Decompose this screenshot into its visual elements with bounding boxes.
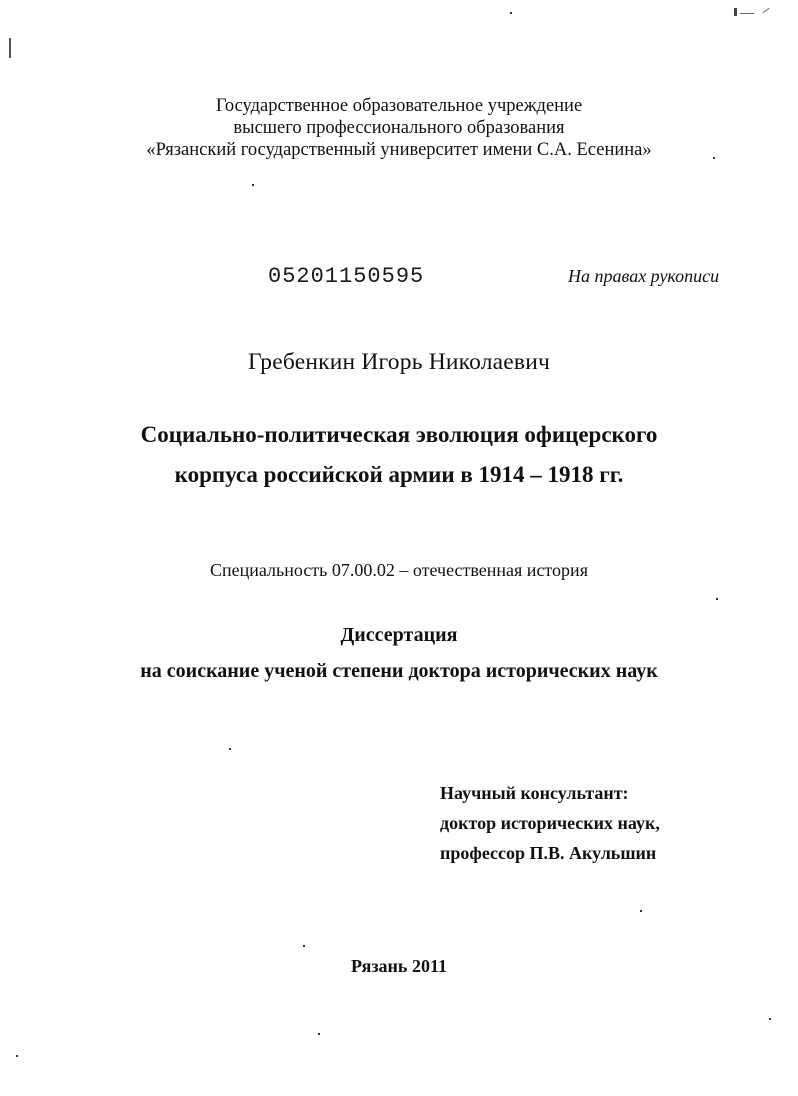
specialty: Специальность 07.00.02 – отечественная история	[210, 560, 588, 580]
dissertation-title	[0, 415, 798, 495]
institution-line-1: Государственное образовательное учреждение	[215, 96, 583, 116]
city-year: Рязань 2011	[351, 956, 447, 976]
scan-mark	[16, 1055, 18, 1057]
document-type: Диссертация	[340, 624, 458, 646]
registration-number: 05201150595	[268, 264, 425, 289]
scan-mark	[734, 8, 737, 16]
consultant-degree: доктор исторических наук,	[440, 813, 660, 833]
scan-mark	[713, 157, 715, 159]
consultant-block	[440, 778, 660, 868]
scan-mark	[9, 38, 11, 58]
scan-mark	[510, 12, 512, 14]
manuscript-note: На правах рукописи	[568, 266, 720, 286]
scan-mark	[716, 598, 718, 600]
scan-mark	[740, 13, 754, 14]
institution-line-2: высшего профессионального образования	[233, 118, 565, 138]
title-line-1: Социально-политическая эволюция офицерского	[140, 422, 658, 447]
author-name: Гребенкин Игорь Николаевич	[248, 349, 550, 375]
scan-mark	[252, 184, 254, 186]
scan-mark	[229, 748, 231, 750]
scan-mark	[318, 1033, 320, 1035]
title-line-2: корпуса российской армии в 1914 – 1918 гг.	[174, 462, 624, 487]
consultant-label: Научный консультант:	[440, 783, 629, 803]
institution-line-3: «Рязанский государственный университет имени С.А. Есенина»	[146, 140, 652, 160]
scan-mark	[640, 910, 642, 912]
institution-block	[0, 95, 798, 161]
consultant-name: профессор П.В. Акульшин	[440, 843, 657, 863]
scan-mark	[769, 1018, 771, 1020]
degree-line: на соискание ученой степени доктора исторических наук	[140, 660, 658, 682]
scan-mark	[762, 8, 769, 13]
scan-mark	[303, 945, 305, 947]
